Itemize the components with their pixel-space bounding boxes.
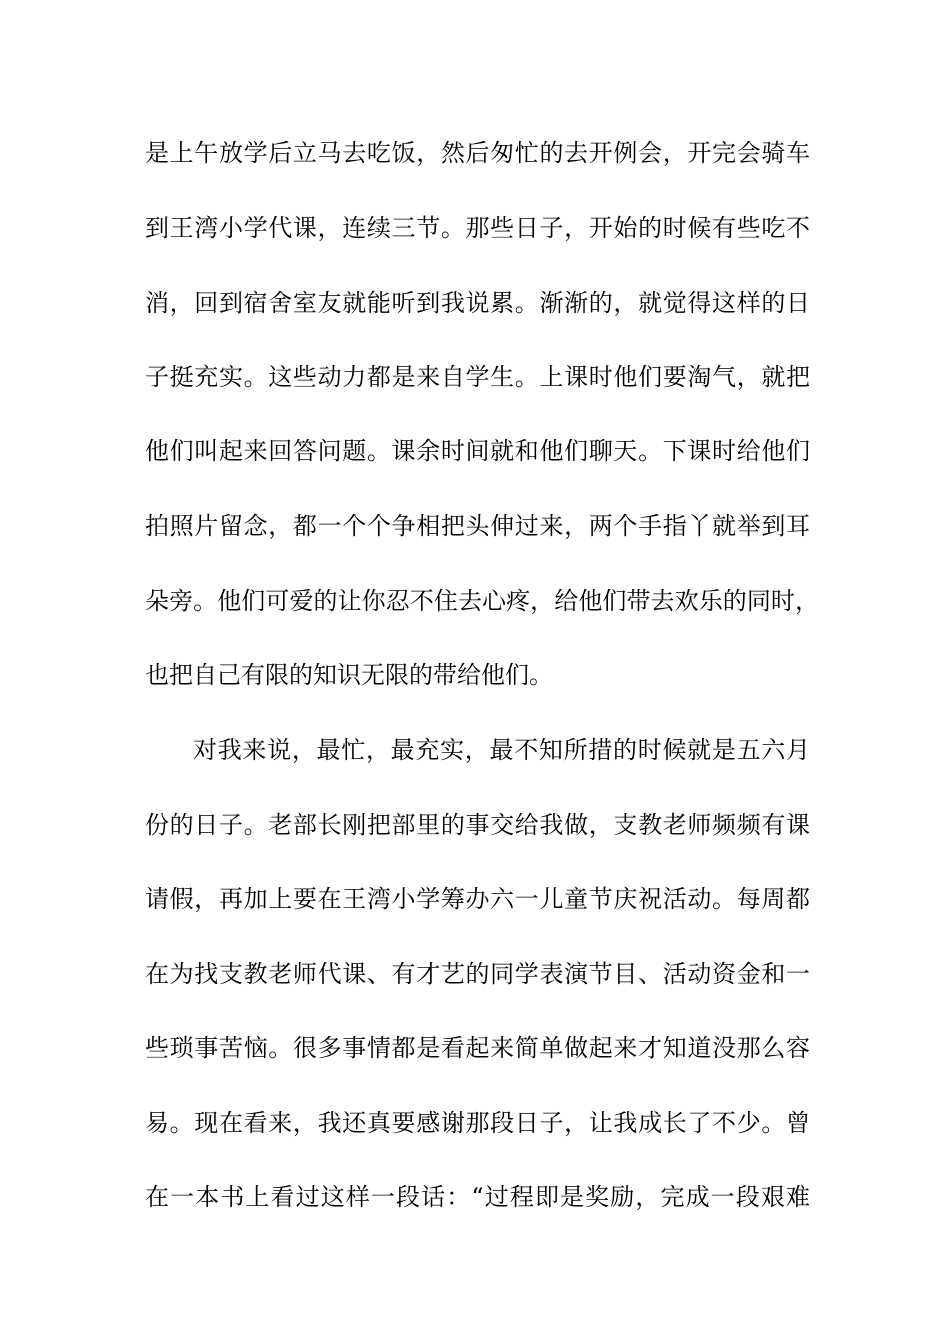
text-line: 消，回到宿舍室友就能听到我说累。渐渐的，就觉得这样的日 bbox=[145, 289, 810, 317]
text-line: 在一本书上看过这样一段话：“过程即是奖励，完成一段艰难 bbox=[145, 1183, 810, 1211]
text-line: 子挺充实。这些动力都是来自学生。上课时他们要淘气，就把 bbox=[145, 363, 810, 391]
text-line: 也把自己有限的知识无限的带给他们。 bbox=[145, 661, 553, 689]
text-line: 些琐事苦恼。很多事情都是看起来简单做起来才知道没那么容 bbox=[145, 1034, 810, 1062]
text-line: 份的日子。老部长刚把部里的事交给我做，支教老师频频有课 bbox=[145, 811, 810, 839]
text-line: 朵旁。他们可爱的让你忍不住去心疼，给他们带去欢乐的同时， bbox=[145, 587, 819, 615]
text-line: 拍照片留念，都一个个争相把头伸过来，两个手指丫就举到耳 bbox=[145, 512, 810, 540]
text-line: 到王湾小学代课，连续三节。那些日子，开始的时候有些吃不 bbox=[145, 214, 810, 242]
text-line: 他们叫起来回答问题。课余时间就和他们聊天。下课时给他们 bbox=[145, 437, 810, 465]
text-line: 在为找支教老师代课、有才艺的同学表演节目、活动资金和一 bbox=[145, 960, 810, 988]
text-line: 易。现在看来，我还真要感谢那段日子，让我成长了不少。曾 bbox=[145, 1109, 810, 1137]
text-line: 请假，再加上要在王湾小学筹办六一儿童节庆祝活动。每周都 bbox=[145, 885, 810, 913]
text-line: 对我来说，最忙，最充实，最不知所措的时候就是五六月 bbox=[193, 736, 810, 764]
text-line: 是上午放学后立马去吃饭，然后匆忙的去开例会，开完会骑车 bbox=[145, 139, 810, 167]
